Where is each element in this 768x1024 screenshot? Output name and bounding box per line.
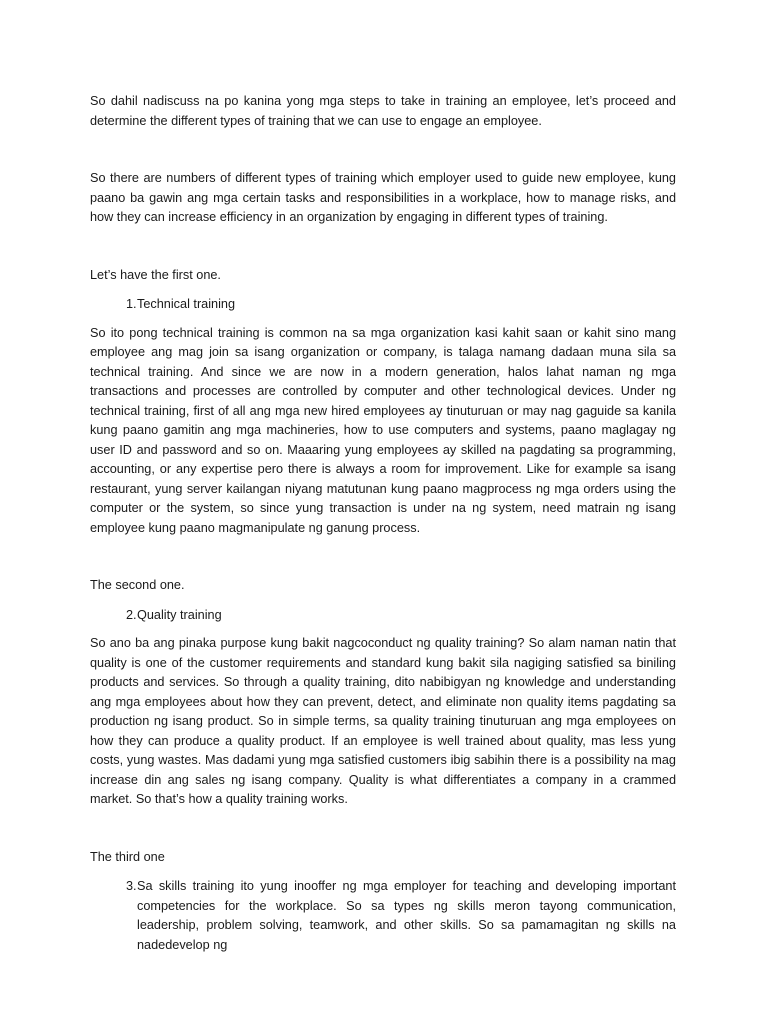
paragraph-technical-training: So ito pong technical training is common na sa mga organization kasi kahit saan or kahit sino mang employee ang mag join sa isang organization or company, is talaga namang dadaan muna sila sa technical training. And since we are now in a modern generation, halos lahat naman ng mga transactions and processes are controlled by computer and other technological devices. Under ng technical training, first of all ang mga new hired employees ay tinuturuan or may nag gaguide sa kanila kung paano gamitin ang mga machineries, how to use computers and systems, paano maglagay ng user ID and password and so on. Maaaring yung employees ay skilled na pagdating sa programming, accounting, or any expertise pero there is always a room for improvement. Like for example sa isang restaurant, yung server kailangan niyang matutunan kung paano magprocess ng mga orders using the computer or the system, so since yung transaction is under na ng system, need matrain ng isang employee kung paano magmanipulate ng ganung process. — [90, 325, 676, 535]
list-item-technical-training — [90, 295, 676, 315]
list-number: 1. — [126, 297, 137, 311]
list-item-title: Quality training — [137, 607, 222, 622]
paragraph-third-one: The third one — [90, 849, 165, 864]
document-page — [90, 92, 676, 955]
list-number: 2. — [126, 607, 137, 622]
paragraph-first-one: Let’s have the first one. — [90, 267, 221, 282]
paragraph-second-one: The second one. — [90, 578, 185, 592]
paragraph-intro: So dahil nadiscuss na po kanina yong mga steps to take in training an employee, let’s proceed and determine the different types of training that we can use to engage an employee. — [90, 94, 676, 128]
paragraph-types-overview: So there are numbers of different types of training which employer used to guide new employee, kung paano ba gawin ang mga certain tasks and responsibilities in a workplace, how to manage risks, and how they can increase efficiency in an organization by engaging in different types of training. — [90, 171, 676, 224]
paragraph-quality-training: So ano ba ang pinaka purpose kung bakit nagcoconduct ng quality training? So alam naman natin that quality is one of the customer requirements and standard kung bakit sila nagiging satisfied sa biniling products and services. So through a quality training, dito nabibigyan ng knowledge and understanding ang mga employees about how they can prevent, detect, and eliminate non quality items pagdating sa production ng isang product. So in simple terms, sa quality training tinuturuan ang mga employees on how they can produce a quality product. If an employee is well trained about quality, mas less yung costs, yung wastes. Mas dadami yung mga satisfied customers ibig sabihin there is a possibility na mag increase din ang sales ng isang company. Quality is what differentiates a company in a crammed market. So that’s how a quality training works. — [90, 636, 676, 806]
list-number: 3. — [126, 879, 137, 893]
list-item-title: Technical training — [137, 297, 236, 311]
list-item-quality-training — [90, 606, 676, 626]
list-item-text: Sa skills training ito yung inooffer ng mga employer for teaching and developing important competencies for the workplace. So sa types ng skills meron tayong communication, leadership, problem solving, teamwork, and other skills. So sa pamamagitan ng skills na nadedevelop ng — [137, 879, 676, 952]
list-item-skills-training — [90, 877, 676, 955]
